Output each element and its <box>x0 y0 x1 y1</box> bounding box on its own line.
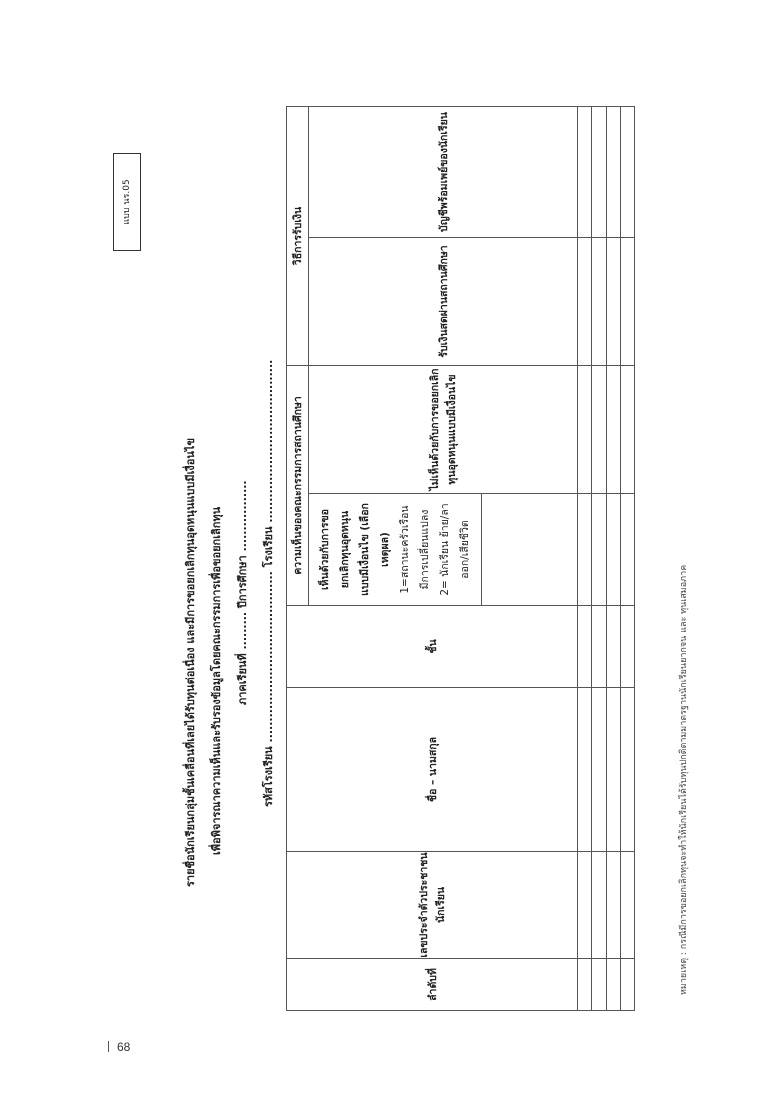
table-row <box>620 106 634 1010</box>
title-line-4: รหัสโรงเรียน ......................................... โรงเรียน ....................................... <box>262 359 275 807</box>
table-row <box>578 106 592 1010</box>
student-table <box>286 106 635 1011</box>
pay-account-header: บัญชีพร้อมเพย์ของนักเรียน <box>309 106 578 237</box>
footnote: หมายเหตุ : กรณีมีการขอยกเลิกทุนจะทำให้นักเรียนได้รับทุนปกติตามมาตรฐานนักเรียนยากจน และ ทุนเสมอภาค <box>679 564 689 995</box>
payment-group-header: วิธีการรับเงิน <box>287 106 309 365</box>
agree-title: เห็นด้วยกับการขอยกเลิกทุนอุดหนุนแบบมีเงื่อนไข (เลือกเหตุผล) <box>319 503 391 596</box>
col-name-header: ชื่อ – นามสกุล <box>287 688 578 852</box>
pay-school-header: รับเงินสดผ่านสถานศึกษา <box>309 237 578 365</box>
opinion-group-header: ความเห็นของคณะกรรมการสถานศึกษา <box>287 365 309 605</box>
form-code-box: แบบ นร.05 <box>113 153 141 251</box>
form-title <box>178 127 282 887</box>
col-no-header: ลำดับที่ <box>287 959 578 1011</box>
table-row <box>592 106 606 1010</box>
agree-option-cell <box>309 494 482 606</box>
table-row <box>606 106 620 1010</box>
title-line-3: ภาคเรียนที่ ......... ปีการศึกษา ................. <box>236 480 249 705</box>
disagree-header: ไม่เห็นด้วยกับการขอยกเลิกทุนอุดหนุนแบบมีเงื่อนไข <box>309 365 578 493</box>
agree-reason-1: 1=สถานะครัวเรือนมีการเปลี่ยนแปลง <box>399 505 431 594</box>
title-line-2: เพื่อพิจารณาความเห็นและรับรองข้อมูลโดยคณะกรรมการเพื่อขอยกเลิกทุน <box>210 506 223 855</box>
title-line-1: รายชื่อนักเรียนกลุ่มชั้นเคลื่อนที่เลยได้รับทุนต่อเนื่อง และมีการขอยกเลิกทุนอุดหนุนแบบมีเงื่อนไข <box>184 438 197 887</box>
page-number: 68 <box>108 1040 130 1054</box>
col-grade-header: ชั้น <box>287 606 578 688</box>
agree-reason-2: 2= นักเรียน ย้าย/ลาออก/เสียชีวิต <box>439 503 471 596</box>
col-id-header: เลขประจำตัวประชาชนนักเรียน <box>287 852 578 959</box>
